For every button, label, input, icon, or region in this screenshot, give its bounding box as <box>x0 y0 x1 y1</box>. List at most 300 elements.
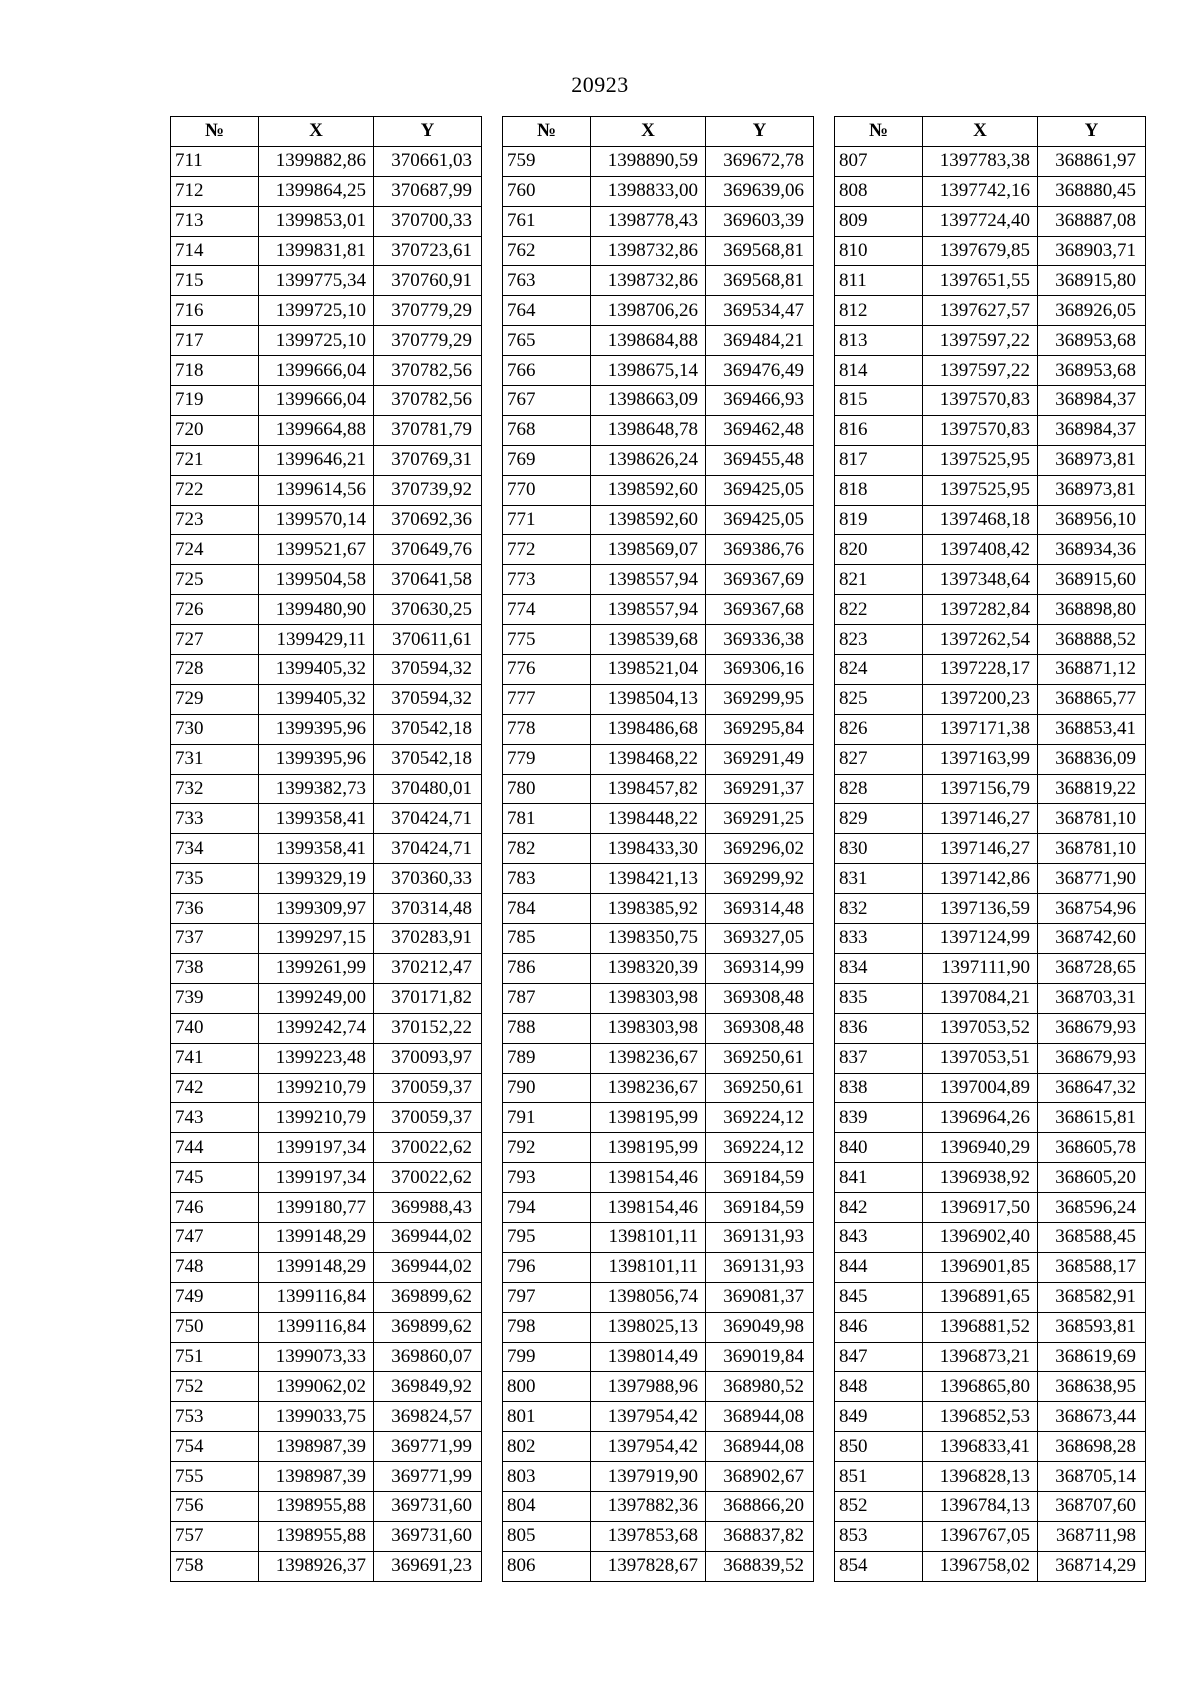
x-coordinate-cell: 1396767,05 <box>923 1521 1038 1551</box>
point-number-cell: 711 <box>171 146 259 176</box>
point-number-cell: 722 <box>171 475 259 505</box>
point-number-cell: 837 <box>835 1043 923 1073</box>
table-header-row <box>171 117 482 147</box>
y-coordinate-cell: 368605,78 <box>1038 1133 1146 1163</box>
x-coordinate-cell: 1398557,94 <box>591 565 706 595</box>
table-row <box>171 1133 482 1163</box>
x-coordinate-cell: 1398557,94 <box>591 595 706 625</box>
x-coordinate-cell: 1397525,95 <box>923 475 1038 505</box>
y-coordinate-cell: 369296,02 <box>706 834 814 864</box>
table-row <box>503 774 814 804</box>
point-number-cell: 835 <box>835 983 923 1013</box>
table-row <box>503 864 814 894</box>
x-coordinate-cell: 1399646,21 <box>259 445 374 475</box>
point-number-cell: 739 <box>171 983 259 1013</box>
x-coordinate-cell: 1397124,99 <box>923 924 1038 954</box>
point-number-cell: 756 <box>171 1491 259 1521</box>
table-row <box>835 266 1146 296</box>
y-coordinate-cell: 370723,61 <box>374 236 482 266</box>
y-coordinate-cell: 369639,06 <box>706 176 814 206</box>
table-row <box>835 505 1146 535</box>
point-number-cell: 743 <box>171 1103 259 1133</box>
x-coordinate-cell: 1396902,40 <box>923 1222 1038 1252</box>
point-number-cell: 754 <box>171 1432 259 1462</box>
table-row <box>503 505 814 535</box>
table-row <box>171 1222 482 1252</box>
point-number-cell: 797 <box>503 1282 591 1312</box>
table-row <box>503 804 814 834</box>
table-row <box>835 1462 1146 1492</box>
table-row <box>503 1193 814 1223</box>
table-row <box>171 206 482 236</box>
table-row <box>171 1163 482 1193</box>
y-coordinate-cell: 370314,48 <box>374 894 482 924</box>
point-number-cell: 767 <box>503 386 591 416</box>
point-number-cell: 731 <box>171 744 259 774</box>
x-coordinate-cell: 1398504,13 <box>591 684 706 714</box>
x-coordinate-cell: 1398663,09 <box>591 386 706 416</box>
table-row <box>171 176 482 206</box>
point-number-cell: 846 <box>835 1312 923 1342</box>
table-row <box>171 953 482 983</box>
x-coordinate-cell: 1397156,79 <box>923 774 1038 804</box>
point-number-cell: 811 <box>835 266 923 296</box>
y-coordinate-cell: 368903,71 <box>1038 236 1146 266</box>
y-coordinate-cell: 369224,12 <box>706 1133 814 1163</box>
table-row <box>171 1432 482 1462</box>
table-row <box>503 1073 814 1103</box>
x-coordinate-cell: 1399831,81 <box>259 236 374 266</box>
x-coordinate-cell: 1399116,84 <box>259 1312 374 1342</box>
point-number-cell: 853 <box>835 1521 923 1551</box>
table-row <box>503 236 814 266</box>
point-number-cell: 776 <box>503 655 591 685</box>
x-coordinate-cell: 1399309,97 <box>259 894 374 924</box>
y-coordinate-cell: 370782,56 <box>374 386 482 416</box>
x-coordinate-cell: 1399242,74 <box>259 1013 374 1043</box>
y-coordinate-cell: 368902,67 <box>706 1462 814 1492</box>
point-number-cell: 735 <box>171 864 259 894</box>
x-coordinate-cell: 1399180,77 <box>259 1193 374 1223</box>
point-number-cell: 848 <box>835 1372 923 1402</box>
table-row <box>503 924 814 954</box>
table-row <box>835 953 1146 983</box>
table-row <box>835 684 1146 714</box>
y-coordinate-cell: 368638,95 <box>1038 1372 1146 1402</box>
point-number-cell: 798 <box>503 1312 591 1342</box>
y-coordinate-cell: 369731,60 <box>374 1491 482 1521</box>
table-row <box>171 804 482 834</box>
table-row <box>835 1013 1146 1043</box>
x-coordinate-cell: 1398350,75 <box>591 924 706 954</box>
table-row <box>835 714 1146 744</box>
point-number-cell: 732 <box>171 774 259 804</box>
point-number-cell: 749 <box>171 1282 259 1312</box>
x-coordinate-cell: 1396784,13 <box>923 1491 1038 1521</box>
x-coordinate-cell: 1399148,29 <box>259 1222 374 1252</box>
x-coordinate-cell: 1398101,11 <box>591 1222 706 1252</box>
point-number-cell: 833 <box>835 924 923 954</box>
y-coordinate-cell: 368819,22 <box>1038 774 1146 804</box>
table-row <box>835 1222 1146 1252</box>
x-coordinate-cell: 1399405,32 <box>259 655 374 685</box>
y-coordinate-cell: 368615,81 <box>1038 1103 1146 1133</box>
x-coordinate-cell: 1397053,52 <box>923 1013 1038 1043</box>
table-row <box>171 1013 482 1043</box>
table-row <box>171 565 482 595</box>
y-coordinate-cell: 370692,36 <box>374 505 482 535</box>
point-number-cell: 755 <box>171 1462 259 1492</box>
x-coordinate-cell: 1398955,88 <box>259 1521 374 1551</box>
point-number-cell: 775 <box>503 625 591 655</box>
x-coordinate-cell: 1399033,75 <box>259 1402 374 1432</box>
y-coordinate-cell: 369224,12 <box>706 1103 814 1133</box>
x-coordinate-cell: 1399395,96 <box>259 744 374 774</box>
y-coordinate-cell: 369314,48 <box>706 894 814 924</box>
table-row <box>503 1103 814 1133</box>
point-number-cell: 751 <box>171 1342 259 1372</box>
point-number-cell: 829 <box>835 804 923 834</box>
point-number-cell: 740 <box>171 1013 259 1043</box>
y-coordinate-cell: 370283,91 <box>374 924 482 954</box>
table-row <box>171 894 482 924</box>
point-number-cell: 745 <box>171 1163 259 1193</box>
point-number-cell: 817 <box>835 445 923 475</box>
point-number-cell: 734 <box>171 834 259 864</box>
table-row <box>503 565 814 595</box>
point-number-cell: 828 <box>835 774 923 804</box>
point-number-cell: 841 <box>835 1163 923 1193</box>
point-number-cell: 801 <box>503 1402 591 1432</box>
point-number-cell: 793 <box>503 1163 591 1193</box>
point-number-cell: 783 <box>503 864 591 894</box>
column-header-number: № <box>835 117 923 147</box>
point-number-cell: 789 <box>503 1043 591 1073</box>
x-coordinate-cell: 1399382,73 <box>259 774 374 804</box>
point-number-cell: 720 <box>171 415 259 445</box>
y-coordinate-cell: 369250,61 <box>706 1073 814 1103</box>
x-coordinate-cell: 1397200,23 <box>923 684 1038 714</box>
table-row <box>503 655 814 685</box>
x-coordinate-cell: 1398486,68 <box>591 714 706 744</box>
y-coordinate-cell: 369306,16 <box>706 655 814 685</box>
x-coordinate-cell: 1398303,98 <box>591 1013 706 1043</box>
y-coordinate-cell: 370022,62 <box>374 1133 482 1163</box>
x-coordinate-cell: 1398236,67 <box>591 1073 706 1103</box>
y-coordinate-cell: 369308,48 <box>706 1013 814 1043</box>
point-number-cell: 774 <box>503 595 591 625</box>
y-coordinate-cell: 370641,58 <box>374 565 482 595</box>
x-coordinate-cell: 1398778,43 <box>591 206 706 236</box>
point-number-cell: 850 <box>835 1432 923 1462</box>
x-coordinate-cell: 1397853,68 <box>591 1521 706 1551</box>
table-row <box>835 475 1146 505</box>
y-coordinate-cell: 368588,17 <box>1038 1252 1146 1282</box>
x-coordinate-cell: 1398684,88 <box>591 326 706 356</box>
table-row <box>171 1491 482 1521</box>
y-coordinate-cell: 368673,44 <box>1038 1402 1146 1432</box>
point-number-cell: 810 <box>835 236 923 266</box>
x-coordinate-cell: 1399329,19 <box>259 864 374 894</box>
x-coordinate-cell: 1399197,34 <box>259 1133 374 1163</box>
point-number-cell: 727 <box>171 625 259 655</box>
point-number-cell: 805 <box>503 1521 591 1551</box>
point-number-cell: 815 <box>835 386 923 416</box>
x-coordinate-cell: 1398987,39 <box>259 1462 374 1492</box>
y-coordinate-cell: 370059,37 <box>374 1103 482 1133</box>
table-row <box>835 1163 1146 1193</box>
x-coordinate-cell: 1398025,13 <box>591 1312 706 1342</box>
y-coordinate-cell: 368953,68 <box>1038 356 1146 386</box>
x-coordinate-cell: 1398521,04 <box>591 655 706 685</box>
table-row <box>171 445 482 475</box>
table-row <box>835 176 1146 206</box>
table-row <box>171 356 482 386</box>
point-number-cell: 839 <box>835 1103 923 1133</box>
y-coordinate-cell: 370171,82 <box>374 983 482 1013</box>
x-coordinate-cell: 1398987,39 <box>259 1432 374 1462</box>
point-number-cell: 784 <box>503 894 591 924</box>
y-coordinate-cell: 370649,76 <box>374 535 482 565</box>
point-number-cell: 753 <box>171 1402 259 1432</box>
table-row <box>171 1551 482 1581</box>
x-coordinate-cell: 1398154,46 <box>591 1193 706 1223</box>
y-coordinate-cell: 369425,05 <box>706 475 814 505</box>
x-coordinate-cell: 1396865,80 <box>923 1372 1038 1402</box>
x-coordinate-cell: 1399570,14 <box>259 505 374 535</box>
point-number-cell: 809 <box>835 206 923 236</box>
table-row <box>835 625 1146 655</box>
point-number-cell: 782 <box>503 834 591 864</box>
x-coordinate-cell: 1399480,90 <box>259 595 374 625</box>
y-coordinate-cell: 369308,48 <box>706 983 814 1013</box>
point-number-cell: 836 <box>835 1013 923 1043</box>
x-coordinate-cell: 1397570,83 <box>923 386 1038 416</box>
point-number-cell: 819 <box>835 505 923 535</box>
point-number-cell: 715 <box>171 266 259 296</box>
x-coordinate-cell: 1397627,57 <box>923 296 1038 326</box>
point-number-cell: 795 <box>503 1222 591 1252</box>
point-number-cell: 721 <box>171 445 259 475</box>
y-coordinate-cell: 368837,82 <box>706 1521 814 1551</box>
table-row <box>171 296 482 326</box>
y-coordinate-cell: 369250,61 <box>706 1043 814 1073</box>
point-number-cell: 830 <box>835 834 923 864</box>
x-coordinate-cell: 1397468,18 <box>923 505 1038 535</box>
y-coordinate-cell: 369081,37 <box>706 1282 814 1312</box>
table-row <box>503 1252 814 1282</box>
point-number-cell: 838 <box>835 1073 923 1103</box>
table-row <box>503 1372 814 1402</box>
point-number-cell: 832 <box>835 894 923 924</box>
table-row <box>835 1252 1146 1282</box>
y-coordinate-cell: 368915,80 <box>1038 266 1146 296</box>
point-number-cell: 759 <box>503 146 591 176</box>
table-row <box>503 266 814 296</box>
point-number-cell: 719 <box>171 386 259 416</box>
y-coordinate-cell: 368944,08 <box>706 1432 814 1462</box>
x-coordinate-cell: 1398468,22 <box>591 744 706 774</box>
table-row <box>503 415 814 445</box>
y-coordinate-cell: 369534,47 <box>706 296 814 326</box>
page-number: 20923 <box>571 72 629 97</box>
y-coordinate-cell: 368781,10 <box>1038 804 1146 834</box>
x-coordinate-cell: 1399666,04 <box>259 386 374 416</box>
x-coordinate-cell: 1397163,99 <box>923 744 1038 774</box>
table-row <box>835 326 1146 356</box>
table-row <box>503 326 814 356</box>
column-header-number: № <box>171 117 259 147</box>
table-row <box>835 415 1146 445</box>
point-number-cell: 738 <box>171 953 259 983</box>
x-coordinate-cell: 1399666,04 <box>259 356 374 386</box>
y-coordinate-cell: 369849,92 <box>374 1372 482 1402</box>
y-coordinate-cell: 369184,59 <box>706 1193 814 1223</box>
x-coordinate-cell: 1399521,67 <box>259 535 374 565</box>
point-number-cell: 825 <box>835 684 923 714</box>
point-number-cell: 771 <box>503 505 591 535</box>
point-number-cell: 763 <box>503 266 591 296</box>
y-coordinate-cell: 368714,29 <box>1038 1551 1146 1581</box>
y-coordinate-cell: 368887,08 <box>1038 206 1146 236</box>
table-row <box>835 983 1146 1013</box>
x-coordinate-cell: 1397146,27 <box>923 834 1038 864</box>
column-header-y: Y <box>374 117 482 147</box>
x-coordinate-cell: 1397228,17 <box>923 655 1038 685</box>
y-coordinate-cell: 368742,60 <box>1038 924 1146 954</box>
x-coordinate-cell: 1397597,22 <box>923 356 1038 386</box>
table-row <box>171 415 482 445</box>
point-number-cell: 712 <box>171 176 259 206</box>
x-coordinate-cell: 1396828,13 <box>923 1462 1038 1492</box>
y-coordinate-cell: 368754,96 <box>1038 894 1146 924</box>
point-number-cell: 758 <box>171 1551 259 1581</box>
y-coordinate-cell: 370022,62 <box>374 1163 482 1193</box>
table-row <box>171 983 482 1013</box>
table-row <box>835 1193 1146 1223</box>
table-row <box>171 1043 482 1073</box>
point-number-cell: 826 <box>835 714 923 744</box>
x-coordinate-cell: 1399116,84 <box>259 1282 374 1312</box>
column-header-x: X <box>923 117 1038 147</box>
x-coordinate-cell: 1398675,14 <box>591 356 706 386</box>
y-coordinate-cell: 370360,33 <box>374 864 482 894</box>
table-row <box>171 595 482 625</box>
x-coordinate-cell: 1398569,07 <box>591 535 706 565</box>
y-coordinate-cell: 368605,20 <box>1038 1163 1146 1193</box>
table-row <box>503 894 814 924</box>
y-coordinate-cell: 368866,20 <box>706 1491 814 1521</box>
column-header-x: X <box>259 117 374 147</box>
table-row <box>835 386 1146 416</box>
coordinates-table-2 <box>502 116 814 1582</box>
y-coordinate-cell: 369603,39 <box>706 206 814 236</box>
table-row <box>835 1342 1146 1372</box>
point-number-cell: 730 <box>171 714 259 744</box>
y-coordinate-cell: 369291,37 <box>706 774 814 804</box>
x-coordinate-cell: 1398732,86 <box>591 266 706 296</box>
table-row <box>171 1402 482 1432</box>
table-row <box>503 834 814 864</box>
point-number-cell: 747 <box>171 1222 259 1252</box>
y-coordinate-cell: 368984,37 <box>1038 415 1146 445</box>
x-coordinate-cell: 1399775,34 <box>259 266 374 296</box>
x-coordinate-cell: 1398448,22 <box>591 804 706 834</box>
y-coordinate-cell: 369771,99 <box>374 1432 482 1462</box>
y-coordinate-cell: 370739,92 <box>374 475 482 505</box>
point-number-cell: 808 <box>835 176 923 206</box>
table-row <box>503 475 814 505</box>
x-coordinate-cell: 1399864,25 <box>259 176 374 206</box>
x-coordinate-cell: 1398890,59 <box>591 146 706 176</box>
x-coordinate-cell: 1399261,99 <box>259 953 374 983</box>
point-number-cell: 845 <box>835 1282 923 1312</box>
point-number-cell: 796 <box>503 1252 591 1282</box>
x-coordinate-cell: 1396938,92 <box>923 1163 1038 1193</box>
y-coordinate-cell: 368711,98 <box>1038 1521 1146 1551</box>
y-coordinate-cell: 370779,29 <box>374 326 482 356</box>
point-number-cell: 842 <box>835 1193 923 1223</box>
column-header-y: Y <box>1038 117 1146 147</box>
table-row <box>835 236 1146 266</box>
y-coordinate-cell: 369466,93 <box>706 386 814 416</box>
y-coordinate-cell: 368973,81 <box>1038 445 1146 475</box>
y-coordinate-cell: 368953,68 <box>1038 326 1146 356</box>
y-coordinate-cell: 370661,03 <box>374 146 482 176</box>
y-coordinate-cell: 370769,31 <box>374 445 482 475</box>
table-row <box>171 774 482 804</box>
point-number-cell: 765 <box>503 326 591 356</box>
x-coordinate-cell: 1399853,01 <box>259 206 374 236</box>
point-number-cell: 840 <box>835 1133 923 1163</box>
point-number-cell: 725 <box>171 565 259 595</box>
table-row <box>503 1521 814 1551</box>
table-row <box>835 774 1146 804</box>
table-row <box>503 595 814 625</box>
x-coordinate-cell: 1398926,37 <box>259 1551 374 1581</box>
y-coordinate-cell: 370424,71 <box>374 804 482 834</box>
point-number-cell: 799 <box>503 1342 591 1372</box>
table-row <box>503 176 814 206</box>
table-header-row <box>503 117 814 147</box>
x-coordinate-cell: 1398014,49 <box>591 1342 706 1372</box>
y-coordinate-cell: 368956,10 <box>1038 505 1146 535</box>
y-coordinate-cell: 369367,68 <box>706 595 814 625</box>
table-row <box>835 1312 1146 1342</box>
x-coordinate-cell: 1397954,42 <box>591 1432 706 1462</box>
table-row <box>503 206 814 236</box>
x-coordinate-cell: 1397348,64 <box>923 565 1038 595</box>
x-coordinate-cell: 1397262,54 <box>923 625 1038 655</box>
x-coordinate-cell: 1398833,00 <box>591 176 706 206</box>
x-coordinate-cell: 1399504,58 <box>259 565 374 595</box>
x-coordinate-cell: 1399664,88 <box>259 415 374 445</box>
table-row <box>835 356 1146 386</box>
y-coordinate-cell: 369019,84 <box>706 1342 814 1372</box>
y-coordinate-cell: 369131,93 <box>706 1222 814 1252</box>
point-number-cell: 787 <box>503 983 591 1013</box>
x-coordinate-cell: 1398433,30 <box>591 834 706 864</box>
x-coordinate-cell: 1399249,00 <box>259 983 374 1013</box>
y-coordinate-cell: 368619,69 <box>1038 1342 1146 1372</box>
table-row <box>171 146 482 176</box>
y-coordinate-cell: 368865,77 <box>1038 684 1146 714</box>
y-coordinate-cell: 368705,14 <box>1038 1462 1146 1492</box>
table-row <box>503 535 814 565</box>
table-row <box>171 1462 482 1492</box>
point-number-cell: 729 <box>171 684 259 714</box>
point-number-cell: 780 <box>503 774 591 804</box>
